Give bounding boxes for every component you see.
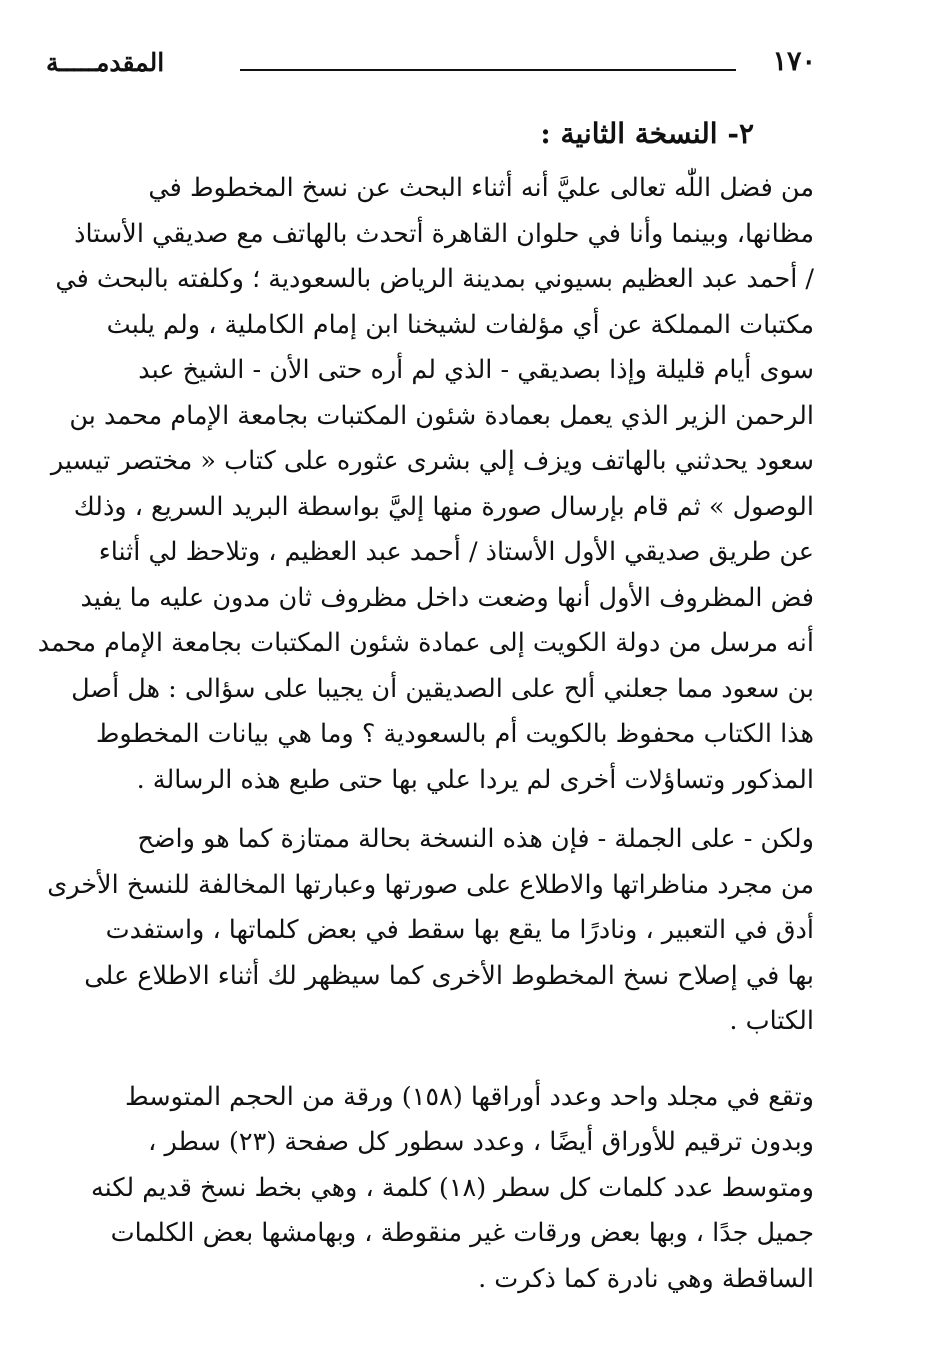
text-line: مكتبات المملكة عن أي مؤلفات لشيخنا ابن إمام الكاملية ، ولم يلبث [106, 309, 814, 340]
paragraph-copy-quality [46, 817, 814, 1045]
section-heading: ٢- النسخة الثانية : [540, 117, 754, 150]
text-line: جميل جدًا ، وبها بعض ورقات غير منقوطة ، وبهامشها بعض الكلمات [110, 1218, 814, 1248]
running-header [40, 46, 816, 86]
text-line: سعود يحدثني بالهاتف ويزف إلي بشرى عثوره على كتاب « مختصر تيسير [50, 446, 814, 476]
text-line: عن طريق صديقي الأول الأستاذ / أحمد عبد العظيم ، وتلاحظ لي أثناء [98, 537, 814, 567]
header-rule [240, 69, 736, 71]
text-line: وبدون ترقيم للأوراق أيضًا ، وعدد سطور كل صفحة (٢٣) سطر ، [148, 1127, 814, 1157]
page-number: ١٧٠ [772, 46, 816, 77]
text-line: أنه مرسل من دولة الكويت إلى عمادة شئون المكتبات بجامعة الإمام محمد [37, 628, 814, 658]
text-line: / أحمد عبد العظيم بسيوني بمدينة الرياض بالسعودية ؛ وكلفته بالبحث في [55, 264, 814, 294]
text-line: أدق في التعبير ، ونادرًا ما يقع بها سقط في بعض كلماتها ، واستفدت [105, 915, 814, 945]
text-line: المذكور وتساؤلات أخرى لم يردا علي بها حتى طبع هذه الرسالة . [136, 764, 814, 795]
text-line: سوى أيام قليلة وإذا بصديقي - الذي لم أره حتى الأن - الشيخ عبد [138, 355, 814, 385]
text-line: هذا الكتاب محفوظ بالكويت أم بالسعودية ؟ وما هي بيانات المخطوط [95, 719, 814, 749]
text-line: الساقطة وهي نادرة كما ذكرت . [478, 1263, 814, 1294]
text-line: بها في إصلاح نسخ المخطوط الأخرى كما سيظهر لك أثناء الاطلاع على [84, 960, 814, 991]
paragraph-first-copy-discovery [37, 166, 814, 803]
text-line: ولكن - على الجملة - فإن هذه النسخة بحالة ممتازة كما هو واضح [137, 824, 814, 854]
text-line: الكتاب . [729, 1006, 814, 1036]
text-line: الوصول » ثم قام بإرسال صورة منها إليَّ بواسطة البريد السريع ، وذلك [73, 491, 814, 522]
text-line: الرحمن الزير الذي يعمل بعمادة شئون المكتبات بجامعة الإمام محمد بن [69, 400, 814, 431]
running-title: المقدمـــــة [46, 48, 165, 77]
text-line: وتقع في مجلد واحد وعدد أوراقها (١٥٨) ورقة من الحجم المتوسط [125, 1081, 814, 1112]
paragraph-copy-description [46, 1075, 814, 1303]
text-line: من فضل اللّٰه تعالى عليَّ أنه أثناء البحث عن نسخ المخطوط في [148, 173, 814, 203]
text-line: فض المظروف الأول أنها وضعت داخل مظروف ثان مدون عليه ما يفيد [80, 582, 814, 613]
text-line: ومتوسط عدد كلمات كل سطر (١٨) كلمة ، وهي بخط نسخ قديم لكنه [90, 1172, 814, 1203]
text-line: بن سعود مما جعلني ألح على الصديقين أن يجيبا على سؤالى : هل أصل [71, 673, 814, 704]
text-line: مظانها، وبينما وأنا في حلوان القاهرة أتحدث بالهاتف مع صديقي الأستاذ [74, 218, 814, 249]
text-line: من مجرد مناظراتها والاطلاع على صورتها وعبارتها المخالفة للنسخ الأخرى [47, 869, 814, 900]
page-body [37, 112, 814, 1302]
